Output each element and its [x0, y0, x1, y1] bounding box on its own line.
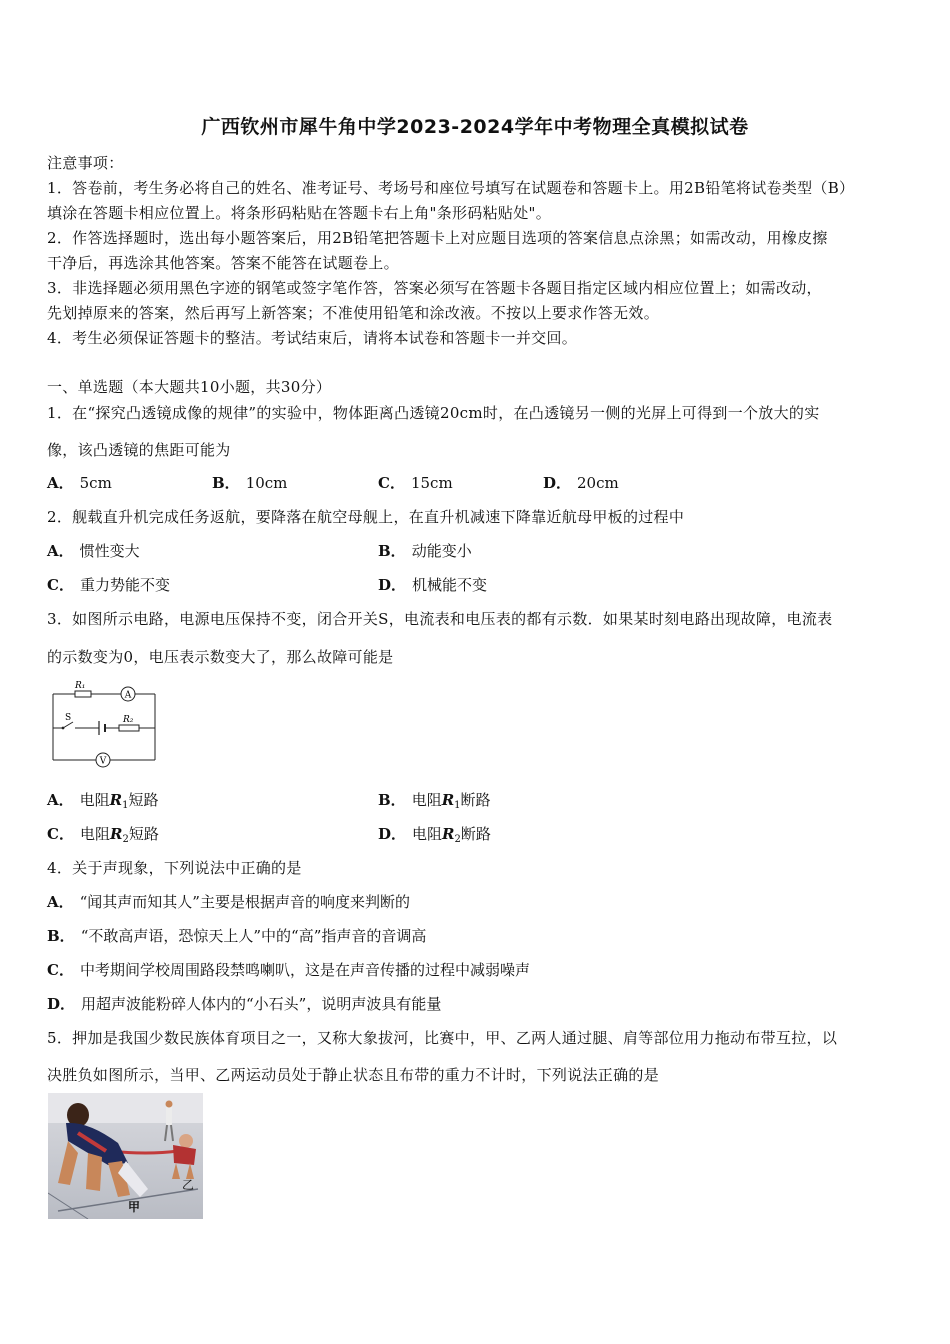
option-text: 中考期间学校周围路段禁鸣喇叭，这是在声音传播的过程中减弱噪声	[79, 961, 530, 979]
option-label: B．	[378, 791, 406, 809]
option-sub: 2	[122, 834, 129, 845]
q4-stem: 4．关于声现象，下列说法中正确的是	[47, 859, 302, 877]
option-text: “不敢高声语，恐惊天上人”中的“高”指声音的音调高	[80, 927, 427, 945]
resistor-r1	[75, 691, 91, 697]
option-text: 断路	[460, 791, 491, 809]
notice-line: 3．非选择题必须用黑色字迹的钢笔或签字笔作答，答案必须写在答题卡各题目指定区域内相应位置上；如需改动，	[47, 279, 822, 297]
voltmeter-label: V	[99, 756, 107, 767]
r2-label: R₂	[123, 715, 134, 725]
q3-option-a	[47, 789, 159, 811]
q1-option-d	[543, 472, 619, 493]
notice-line: 填涂在答题卡相应位置上。将条形码粘贴在答题卡右上角"条形码粘贴处"。	[47, 204, 552, 222]
option-text: 电阻	[79, 825, 110, 843]
option-sub: 2	[454, 834, 461, 845]
q4-option-a	[47, 891, 410, 912]
option-label: C．	[47, 961, 74, 979]
option-sub: 1	[454, 800, 461, 811]
q3-stem-line1: 3．如图所示电路，电源电压保持不变，闭合开关S，电流表和电压表的都有示数．如果某时刻电路出现故障，电流表	[47, 610, 833, 628]
q2-option-a	[47, 540, 140, 561]
section-heading: 一、单选题（本大题共10小题，共30分）	[47, 378, 332, 396]
q1-option-c	[378, 472, 453, 493]
q1-stem-line1: 1．在“探究凸透镜成像的规律”的实验中，物体距离凸透镜20cm时，在凸透镜另一侧的光屏上可得到一个放大的实	[47, 404, 820, 422]
ammeter-label: A	[124, 690, 132, 701]
notice-heading: 注意事项：	[47, 154, 124, 172]
option-label: C．	[47, 576, 74, 594]
option-text: 短路	[128, 791, 159, 809]
option-label: D．	[378, 576, 407, 594]
option-label: A．	[47, 474, 74, 492]
option-text: “闻其声而知其人”主要是根据声音的响度来判断的	[79, 893, 410, 911]
q1-option-b	[212, 472, 287, 493]
option-var: R	[109, 825, 123, 843]
notice-line: 2．作答选择题时，选出每小题答案后，用2B铅笔把答题卡上对应题目选项的答案信息点涂黑；如需改动，用橡皮擦	[47, 229, 828, 247]
q4-option-d	[47, 993, 441, 1014]
option-var: R	[442, 825, 455, 843]
option-label: C．	[47, 825, 74, 843]
option-sub: 1	[122, 800, 129, 811]
r1-label: R₁	[75, 681, 86, 691]
option-text: 15cm	[410, 474, 453, 492]
q1-stem-line2: 像，该凸透镜的焦距可能为	[47, 441, 231, 459]
option-label: C．	[378, 474, 405, 492]
label-jia: 甲	[128, 1200, 141, 1214]
tug-of-war-photo	[48, 1093, 203, 1219]
option-text: 电阻	[411, 791, 442, 809]
circuit-diagram	[45, 676, 165, 770]
notice-line: 先划掉原来的答案，然后再写上新答案；不准使用铅笔和涂改液。不按以上要求作答无效。	[47, 304, 660, 322]
q2-option-d	[378, 574, 487, 595]
q4-option-c	[47, 959, 530, 980]
q2-stem: 2．舰载直升机完成任务返航，要降落在航空母舰上，在直升机减速下降靠近航母甲板的过程中	[47, 508, 685, 526]
option-text: 惯性变大	[79, 542, 140, 560]
q4-option-b	[47, 925, 426, 946]
option-text: 动能变小	[411, 542, 472, 560]
q2-option-c	[47, 574, 170, 595]
q3-stem-line2: 的示数变为0，电压表示数变大了，那么故障可能是	[47, 648, 394, 666]
option-label: B．	[212, 474, 240, 492]
label-yi: 乙	[182, 1178, 195, 1192]
q3-option-b	[378, 789, 491, 811]
option-text: 电阻	[412, 825, 443, 843]
notice-line: 1．答卷前，考生务必将自己的姓名、准考证号、考场号和座位号填写在试题卷和答题卡上。用2B铅笔将试卷类型（B）	[47, 179, 855, 197]
switch-pivot	[62, 727, 65, 730]
option-label: D．	[543, 474, 572, 492]
option-label: A．	[47, 791, 74, 809]
option-text: 10cm	[245, 474, 288, 492]
option-text: 重力势能不变	[79, 576, 170, 594]
page-title: 广西钦州市犀牛角中学2023-2024学年中考物理全真模拟试卷	[201, 116, 749, 138]
option-var: R	[441, 791, 455, 809]
q2-option-b	[378, 540, 472, 561]
option-label: A．	[47, 893, 74, 911]
option-text: 机械能不变	[412, 576, 488, 594]
notice-line: 干净后，再选涂其他答案。答案不能答在试题卷上。	[47, 254, 399, 272]
option-var: R	[109, 791, 123, 809]
option-label: B．	[378, 542, 406, 560]
option-text: 20cm	[577, 474, 619, 492]
switch-label: S	[65, 713, 72, 723]
q3-option-d	[378, 823, 491, 845]
option-text: 5cm	[79, 474, 112, 492]
notice-line: 4．考生必须保证答题卡的整洁。考试结束后，请将本试卷和答题卡一并交回。	[47, 329, 578, 347]
option-text: 用超声波能粉碎人体内的“小石头”，说明声波具有能量	[81, 995, 442, 1013]
option-text: 电阻	[79, 791, 110, 809]
q5-stem-line2: 决胜负如图所示，当甲、乙两运动员处于静止状态且布带的重力不计时，下列说法正确的是	[47, 1066, 660, 1084]
option-label: D．	[378, 825, 407, 843]
q1-option-a	[47, 472, 112, 493]
q3-option-c	[47, 823, 159, 845]
option-text: 断路	[460, 825, 491, 843]
option-text: 短路	[128, 825, 159, 843]
option-label: B．	[47, 927, 75, 945]
q5-stem-line1: 5．押加是我国少数民族体育项目之一，又称大象拔河，比赛中，甲、乙两人通过腿、肩等部位用力拖动布带互拉，以	[47, 1029, 838, 1047]
option-label: A．	[47, 542, 74, 560]
option-label: D．	[47, 995, 76, 1013]
resistor-r2	[119, 725, 139, 731]
